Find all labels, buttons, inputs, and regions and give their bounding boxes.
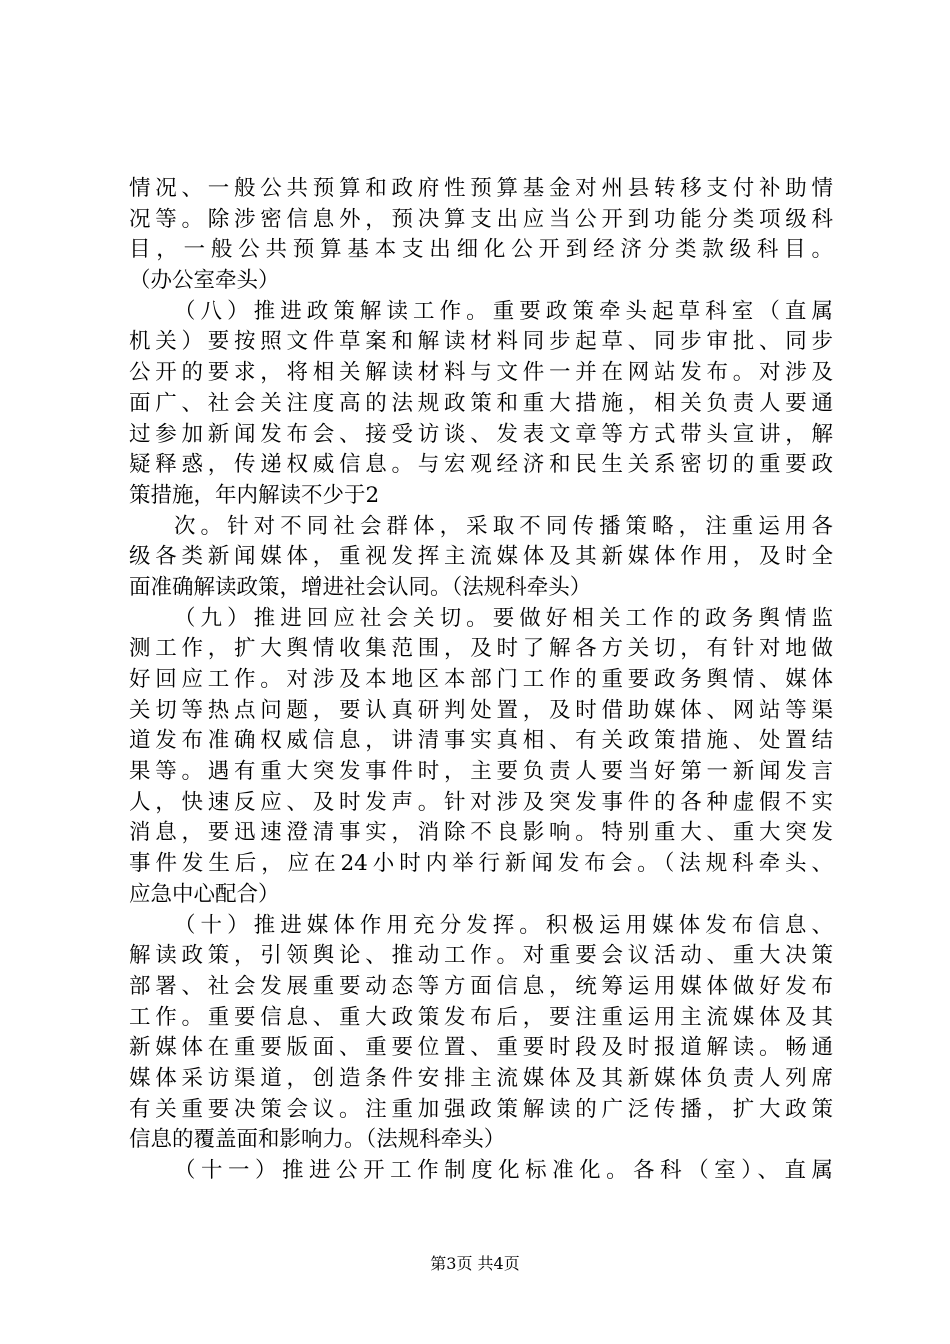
- text-line: 过参加新闻发布会、接受访谈、发表文章等方式带头宣讲，解: [129, 421, 833, 447]
- text-line: 目，一般公共预算基本支出细化公开到经济分类款级科目。: [129, 237, 833, 263]
- text-line: 况等。除涉密信息外，预决算支出应当公开到功能分类项级科: [129, 206, 833, 232]
- text-line: 面广、社会关注度高的法规政策和重大措施，相关负责人要通: [129, 390, 833, 416]
- text-line: 事件发生后，应在24小时内举行新闻发布会。（法规科牵头、: [129, 851, 833, 877]
- text-line: 果等。遇有重大突发事件时，主要负责人要当好第一新闻发言: [129, 759, 833, 785]
- text-line: 关切等热点问题，要认真研判处置，及时借助媒体、网站等渠: [129, 697, 833, 723]
- text-line: 级各类新闻媒体，重视发挥主流媒体及其新媒体作用，及时全: [129, 544, 833, 570]
- text-line: 公开的要求，将相关解读材料与文件一并在网站发布。对涉及: [129, 360, 833, 386]
- text-line: 机关）要按照文件草案和解读材料同步起草、同步审批、同步: [129, 329, 833, 355]
- text-line: 媒体采访渠道，创造条件安排主流媒体及其新媒体负责人列席: [129, 1065, 833, 1091]
- text-line: 信息的覆盖面和影响力。（法规科牵头）: [129, 1127, 506, 1153]
- text-line: 工作。重要信息、重大政策发布后，要注重运用主流媒体及其: [129, 1004, 833, 1030]
- text-line: （八）推进政策解读工作。重要政策牵头起草科室（直属: [174, 298, 833, 324]
- text-line: 道发布准确权威信息，讲清事实真相、有关政策措施、处置结: [129, 728, 833, 754]
- text-line: （十一）推进公开工作制度化标准化。各科（室）、直属: [174, 1158, 833, 1183]
- text-line: 次。针对不同社会群体，采取不同传播策略，注重运用各: [174, 513, 833, 539]
- text-line: 应急中心配合）: [129, 881, 280, 907]
- text-line: 情况、一般公共预算和政府性预算基金对州县转移支付补助情: [129, 176, 833, 201]
- text-line: 测工作，扩大舆情收集范围，及时了解各方关切，有针对地做: [129, 636, 833, 662]
- document-body: [129, 174, 833, 1187]
- page-footer: [0, 1254, 950, 1274]
- text-line: 策措施，年内解读不少于2: [129, 482, 380, 508]
- text-line: 疑释惑，传递权威信息。与宏观经济和民生关系密切的重要政: [129, 452, 833, 478]
- text-line: 面准确解读政策，增进社会认同。（法规科牵头）: [129, 574, 592, 600]
- text-line: 解读政策，引领舆论、推动工作。对重要会议活动、重大决策: [129, 943, 833, 969]
- page-number-label: 第3页 共4页: [430, 1254, 520, 1273]
- text-line: （九）推进回应社会关切。要做好相关工作的政务舆情监: [174, 605, 833, 631]
- text-line: （十）推进媒体作用充分发挥。积极运用媒体发布信息、: [174, 912, 833, 938]
- text-line: 消息，要迅速澄清事实，消除不良影响。特别重大、重大突发: [129, 820, 833, 846]
- text-line: 有关重要决策会议。注重加强政策解读的广泛传播，扩大政策: [129, 1096, 833, 1122]
- text-line: 新媒体在重要版面、重要位置、重要时段及时报道解读。畅通: [129, 1035, 833, 1061]
- text-line: 部署、社会发展重要动态等方面信息，统筹运用媒体做好发布: [129, 973, 833, 999]
- text-line: 人，快速反应、及时发声。针对涉及突发事件的各种虚假不实: [129, 789, 833, 815]
- text-line: 好回应工作。对涉及本地区本部门工作的重要政务舆情、媒体: [129, 667, 833, 692]
- text-line: （办公室牵头）: [129, 268, 280, 294]
